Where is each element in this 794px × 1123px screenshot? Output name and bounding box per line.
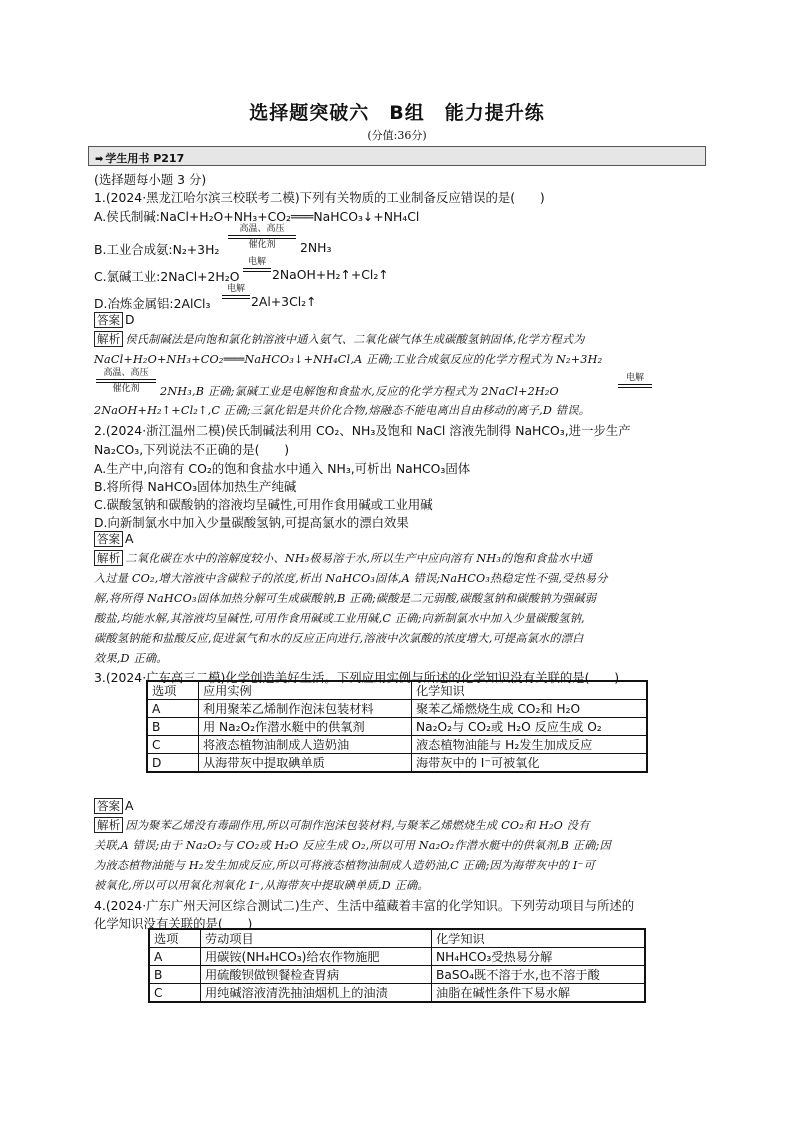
table-cell: 用碳铵(NH₄HCO₃)给农作物施肥 (201, 948, 432, 966)
q1-exp-electrolysis: 电解 (618, 373, 652, 389)
q2-explanation-1: 解析 二氧化碳在水中的溶解度较小、NH₃极易溶于水,所以生产中应向溶有 NH₃的饱和食盐水中通 (94, 550, 592, 566)
table-header-cell: 选项 (147, 681, 199, 700)
table-header-row (149, 929, 645, 948)
table-header-cell: 化学知识 (432, 929, 646, 948)
q1-stem: 1.(2024·黑龙江哈尔滨三校联考二模)下列有关物质的工业制备反应错误的是( ) (94, 190, 545, 205)
q2-explanation-3: 解,将所得 NaHCO₃固体加热分解可生成碳酸钠,B 正确;碳酸是二元弱酸,碳酸氢钠和碳酸钠为强碱弱 (94, 592, 597, 605)
q3-explanation-1: 解析 因为聚苯乙烯没有毒副作用,所以可制作泡沫包装材料,与聚苯乙烯燃烧生成 CO₂和 H₂O 没有 (94, 817, 590, 833)
q3-explanation-4: 被氧化,所以可以用氧化剂氧化 I⁻,从海带灰中提取碘单质,D 正确。 (94, 879, 429, 892)
q1-explanation-3: 2NH₃,B 正确;氯碱工业是电解饱和食盐水,反应的化学方程式为 2NaCl+2H₂O (160, 385, 559, 398)
table-cell: C (149, 984, 201, 1003)
table-cell: 利用聚苯乙烯制作泡沫包装材料 (199, 700, 412, 718)
table-cell: 从海带灰中提取碘单质 (199, 754, 412, 773)
table-header-cell: 选项 (149, 929, 201, 948)
table-cell: 海带灰中的 I⁻可被氧化 (412, 754, 648, 773)
q1-option-d-left: D.冶炼金属铝:2AlCl₃ (94, 296, 211, 311)
q4-table (148, 928, 646, 1003)
answer-tag: 答案 (94, 312, 123, 328)
table-cell: 用 Na₂O₂作潜水艇中的供氧剂 (199, 718, 412, 736)
table-header-cell: 化学知识 (412, 681, 648, 700)
q1-option-c-left: C.氯碱工业:2NaCl+2H₂O (94, 269, 240, 284)
q1-option-a: A.侯氏制碱:NaCl+H₂O+NH₃+CO₂═══NaHCO₃↓+NH₄Cl (94, 209, 420, 224)
q2-explanation-6: 效果,D 正确。 (94, 652, 168, 665)
q1-option-c-right: 2NaOH+H₂↑+Cl₂↑ (272, 267, 389, 282)
q3-explanation-3: 为液态植物油能与 H₂发生加成反应,所以可将液态植物油制成人造奶油,C 正确;因为海带灰中的 I⁻可 (94, 859, 595, 872)
q1-option-b-right: 2NH₃ (300, 240, 332, 255)
table-cell: 用纯碱溶液清洗抽油烟机上的油渍 (201, 984, 432, 1003)
table-row (147, 754, 647, 773)
q2-option-c: C.碳酸氢钠和碳酸钠的溶液均呈碱性,可用作食用碱或工业用碱 (94, 497, 433, 512)
table-row (147, 700, 647, 718)
arrow-icon: ➡ (95, 154, 104, 165)
q1-exp-condition: 高温、高压 催化剂 (96, 368, 156, 394)
table-cell: BaSO₄既不溶于水,也不溶于酸 (432, 966, 646, 984)
q2-option-b: B.将所得 NaHCO₃固体加热生产纯碱 (94, 479, 297, 494)
q1-explanation-1: 解析 侯氏制碱法是向饱和氯化钠溶液中通入氨气、二氧化碳气体生成碳酸氢钠固体,化学方程式为 (94, 331, 585, 347)
q2-explanation-2: 入过量 CO₂,增大溶液中含碳粒子的浓度,析出 NaHCO₃固体,A 错误;NaHCO₃热稳定性不强,受热易分 (94, 572, 608, 585)
student-book-bar (88, 146, 706, 166)
q3-stem: 3.(2024·广东高三二模)化学创造美好生活。下列应用实例与所述的化学知识没有关联的是( ) (94, 670, 620, 685)
table-header-cell: 应用实例 (199, 681, 412, 700)
q4-stem-1: 4.(2024·广东广州天河区综合测试二)生产、生活中蕴藏着丰富的化学知识。下列劳动项目与所述的 (94, 898, 635, 913)
table-cell: A (147, 700, 199, 718)
q3-answer: 答案 A (94, 798, 133, 814)
table-cell: NH₄HCO₃受热易分解 (432, 948, 646, 966)
q1-c-condition (243, 257, 271, 273)
explanation-tag: 解析 (94, 817, 123, 833)
table-row (149, 984, 645, 1003)
q1-explanation-4: 2NaOH+H₂↑+Cl₂↑,C 正确;三氯化铝是共价化合物,熔融态不能电离出自由移动的离子,D 错误。 (94, 404, 590, 417)
q1-option-b-left: B.工业合成氨:N₂+3H₂ (94, 242, 220, 257)
q1-c-cond: 电解 (247, 257, 266, 267)
q3-table (146, 680, 648, 773)
answer-tag: 答案 (94, 798, 123, 814)
q1-option-d-right: 2Al+3Cl₂↑ (251, 294, 317, 309)
table-header-cell: 劳动项目 (201, 929, 432, 948)
table-row (149, 948, 645, 966)
table-cell: 聚苯乙烯燃烧生成 CO₂和 H₂O (412, 700, 648, 718)
table-cell: D (147, 754, 199, 773)
score-note: (分值:36分) (367, 129, 427, 142)
table-header-row (147, 681, 647, 700)
q2-explanation-4: 酸盐,均能水解,其溶液均呈碱性,可用作食用碱或工业用碱,C 正确;向新制氯水中加入少量碳酸氢钠, (94, 612, 585, 625)
q1-b-cond-top: 高温、高压 (239, 224, 285, 234)
table-cell: Na₂O₂与 CO₂或 H₂O 反应生成 O₂ (412, 718, 648, 736)
answer-tag: 答案 (94, 531, 123, 547)
q2-option-a: A.生产中,向溶有 CO₂的饱和食盐水中通入 NH₃,可析出 NaHCO₃固体 (94, 461, 471, 476)
table-row (149, 966, 645, 984)
table-cell: C (147, 736, 199, 754)
q1-answer: 答案 D (94, 312, 135, 328)
intro-note: (选择题每小题 3 分) (94, 172, 207, 187)
explanation-tag: 解析 (94, 331, 123, 347)
table-cell: 用硫酸钡做钡餐检查胃病 (201, 966, 432, 984)
q1-d-condition (222, 284, 250, 300)
table-cell: 将液态植物油制成人造奶油 (199, 736, 412, 754)
q2-stem-2: Na₂CO₃,下列说法不正确的是( ) (94, 442, 290, 457)
q1-d-cond: 电解 (226, 284, 245, 294)
table-row (147, 718, 647, 736)
q1-explanation-2: NaCl+H₂O+NH₃+CO₂═══NaHCO₃↓+NH₄Cl,A 正确;工业合成氨反应的化学方程式为 N₂+3H₂ (94, 353, 603, 366)
q2-option-d: D.向新制氯水中加入少量碳酸氢钠,可提高氯水的漂白效果 (94, 515, 409, 530)
q4-stem-2: 化学知识没有关联的是( ) (94, 916, 253, 931)
q2-explanation-5: 碳酸氢钠能和盐酸反应,促进氯气和水的反应正向进行,溶液中次氯酸的浓度增大,可提高氯水的漂白 (94, 632, 584, 645)
explanation-tag: 解析 (94, 550, 123, 566)
q1-b-condition (228, 224, 296, 250)
student-book-label: ➡ 学生用书 P217 (95, 152, 185, 165)
page-title: 选择题突破六 B组 能力提升练 (249, 102, 545, 124)
table-row (147, 736, 647, 754)
table-cell: B (149, 966, 201, 984)
equals-arrow (243, 268, 271, 272)
equals-arrow (618, 384, 652, 388)
q2-stem-1: 2.(2024·浙江温州二模)侯氏制碱法利用 CO₂、NH₃及饱和 NaCl 溶液先制得 NaHCO₃,进一步生产 (94, 423, 631, 438)
table-cell: A (149, 948, 201, 966)
equals-arrow (222, 295, 250, 299)
q2-answer: 答案 A (94, 531, 133, 547)
reversible-arrow (96, 379, 156, 383)
table-cell: 油脂在碱性条件下易水解 (432, 984, 646, 1003)
q1-b-cond-bottom: 催化剂 (248, 240, 276, 250)
table-cell: B (147, 718, 199, 736)
q3-explanation-2: 关联,A 错误;由于 Na₂O₂与 CO₂或 H₂O 反应生成 O₂,所以可用 Na₂O₂作潜水艇中的供氧剂,B 正确;因 (94, 839, 611, 852)
table-cell: 液态植物油能与 H₂发生加成反应 (412, 736, 648, 754)
reversible-arrow (228, 235, 296, 239)
